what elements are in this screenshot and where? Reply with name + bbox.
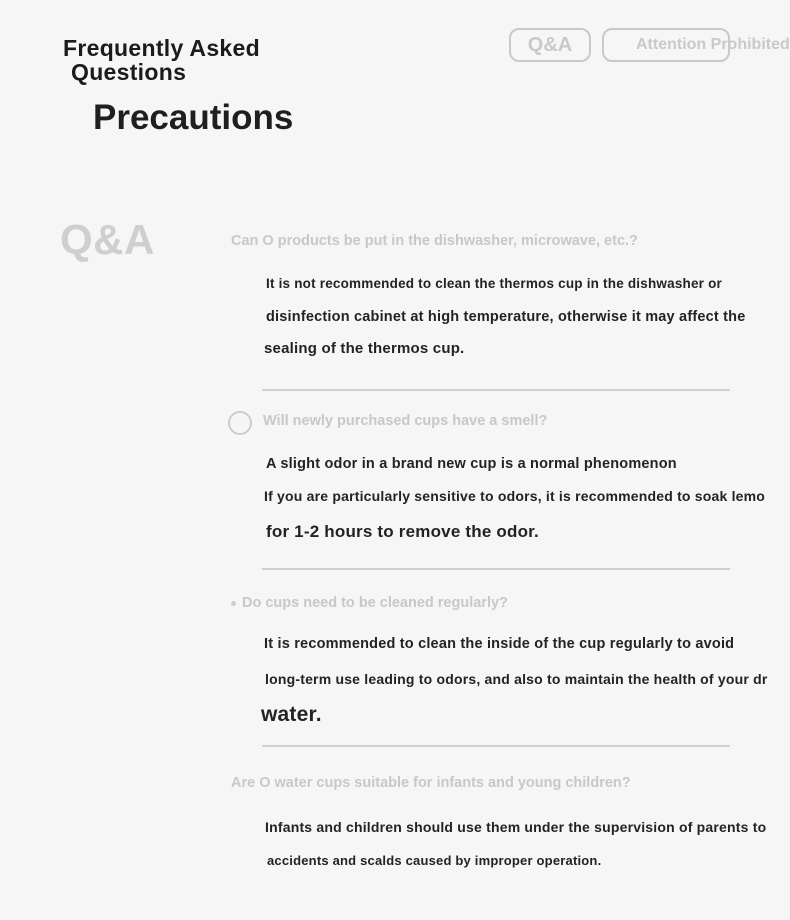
- tab-qa[interactable]: Q&A: [509, 28, 591, 62]
- faq-question-3-text: Do cups need to be cleaned regularly?: [242, 595, 508, 611]
- precautions-heading: Precautions: [93, 98, 294, 137]
- faq-heading-line2: Questions: [71, 59, 187, 85]
- circle-icon: [228, 411, 252, 435]
- tab-attention-label: Attention Prohibited: [636, 36, 790, 53]
- bullet-icon: [231, 601, 236, 606]
- faq-answer-3-line-2: long-term use leading to odors, and also to maintain the health of your dr: [265, 671, 768, 687]
- section-label: Q&A: [60, 216, 155, 263]
- faq-answer-1-line-2: disinfection cabinet at high temperature, otherwise it may affect the: [266, 309, 746, 325]
- faq-heading-line1: Frequently Asked: [63, 35, 260, 61]
- faq-answer-2-line-3: for 1-2 hours to remove the odor.: [266, 522, 539, 541]
- divider: [262, 568, 730, 570]
- faq-question-1: Can O products be put in the dishwasher, microwave, etc.?: [231, 233, 638, 249]
- faq-answer-1-line-1: It is not recommended to clean the thermos cup in the dishwasher or: [266, 276, 722, 291]
- faq-answer-2-line-2: If you are particularly sensitive to odors, it is recommended to soak lemo: [264, 488, 766, 504]
- tab-attention-prohibited[interactable]: [602, 28, 790, 62]
- faq-answer-3-line-1: It is recommended to clean the inside of the cup regularly to avoid: [264, 636, 735, 652]
- faq-answer-4-line-1: Infants and children should use them under the supervision of parents to: [265, 819, 767, 835]
- faq-answer-1-line-3: sealing of the thermos cup.: [264, 340, 465, 357]
- faq-heading: [63, 36, 260, 84]
- divider: [262, 389, 730, 391]
- faq-answer-2-line-1: A slight odor in a brand new cup is a normal phenomenon: [266, 456, 677, 472]
- faq-answer-4-line-2: accidents and scalds caused by improper operation.: [267, 853, 602, 868]
- divider: [262, 745, 730, 747]
- faq-question-2: Will newly purchased cups have a smell?: [263, 413, 548, 429]
- faq-question-3: [231, 595, 508, 611]
- faq-answer-3-line-3: water.: [261, 703, 322, 726]
- faq-question-4: Are O water cups suitable for infants and young children?: [231, 775, 631, 791]
